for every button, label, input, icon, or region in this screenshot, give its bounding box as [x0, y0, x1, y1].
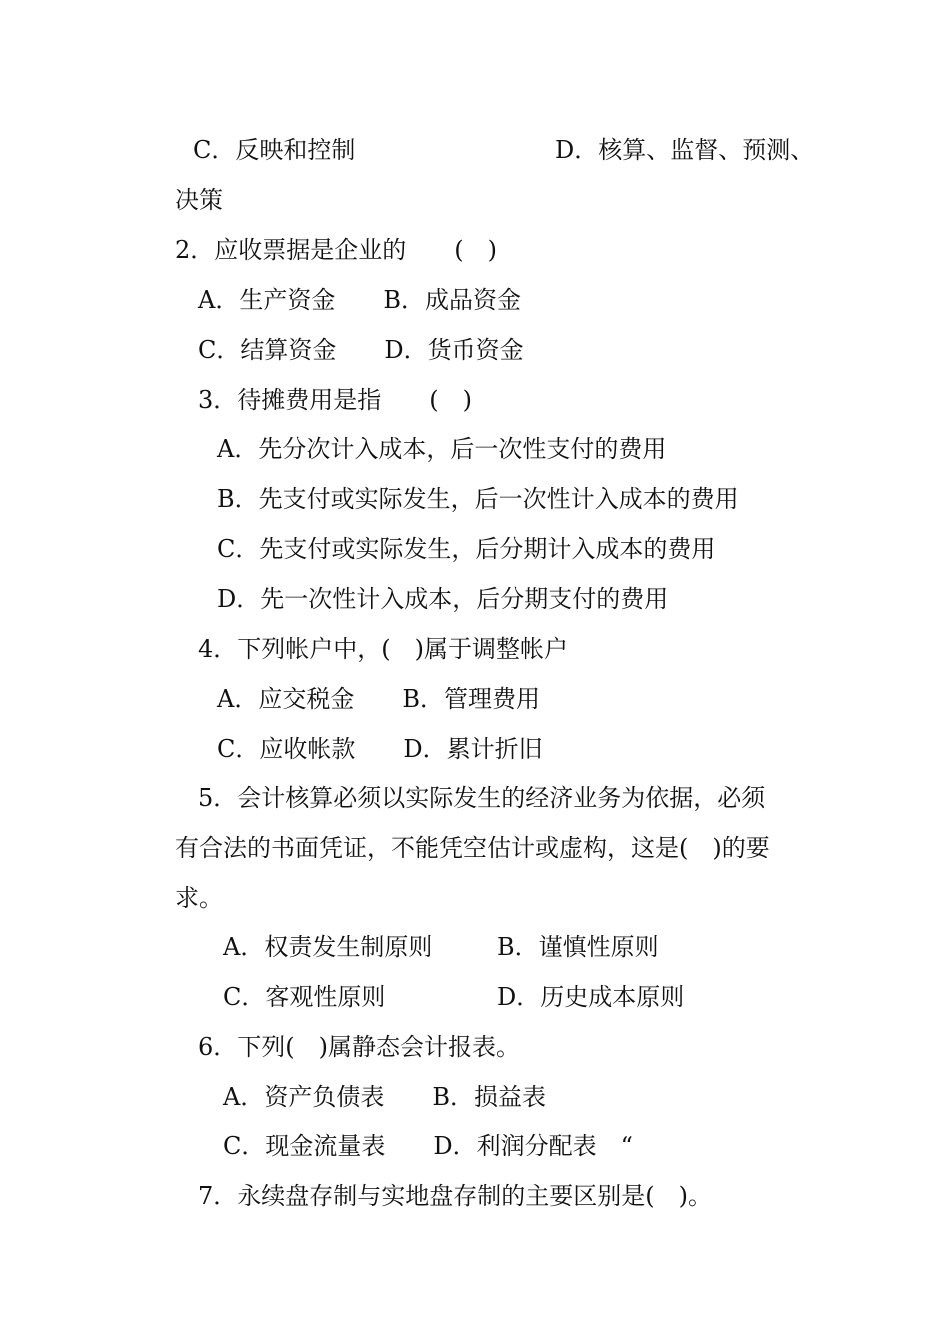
question-7: 7．永续盘存制与实地盘存制的主要区别是( )。 [198, 1182, 712, 1210]
q2-options-cd: C．结算资金 D．货币资金 [198, 336, 524, 364]
q6-options-cd: C．现金流量表 D．利润分配表 “ [223, 1132, 633, 1160]
question-5-line-1: 5．会计核算必须以实际发生的经济业务为依据，必须 [198, 784, 766, 812]
q1-option-d-continued: 决策 [175, 186, 223, 214]
question-3: 3．待摊费用是指 ( ) [198, 386, 472, 414]
q4-options-cd: C．应收帐款 D．累计折旧 [217, 735, 543, 763]
question-4: 4．下列帐户中，( )属于调整帐户 [198, 635, 568, 663]
q1-option-d: D．核算、监督、预测、 [555, 136, 815, 164]
q3-option-b: B．先支付或实际发生，后一次性计入成本的费用 [217, 485, 739, 513]
q4-options-ab: A．应交税金 B．管理费用 [217, 685, 540, 713]
question-6: 6．下列( )属静态会计报表。 [198, 1033, 520, 1061]
q5-option-b: B．谨慎性原则 [497, 933, 659, 961]
q1-option-c: C．反映和控制 [193, 136, 356, 164]
q3-option-d: D．先一次性计入成本，后分期支付的费用 [217, 585, 669, 613]
q5-option-d: D．历史成本原则 [497, 983, 685, 1011]
q3-option-a: A．先分次计入成本，后一次性支付的费用 [217, 435, 667, 463]
q2-options-ab: A．生产资金 B．成品资金 [198, 286, 521, 314]
question-5-line-2: 有合法的书面凭证，不能凭空估计或虚构，这是( )的要 [175, 834, 770, 862]
q3-option-c: C．先支付或实际发生，后分期计入成本的费用 [217, 535, 716, 563]
q6-options-ab: A．资产负债表 B．损益表 [223, 1083, 546, 1111]
q5-option-c: C．客观性原则 [223, 983, 386, 1011]
question-5-line-3: 求。 [175, 884, 223, 912]
question-2: 2．应收票据是企业的 ( ) [175, 236, 497, 264]
q5-option-a: A．权责发生制原则 [223, 933, 433, 961]
